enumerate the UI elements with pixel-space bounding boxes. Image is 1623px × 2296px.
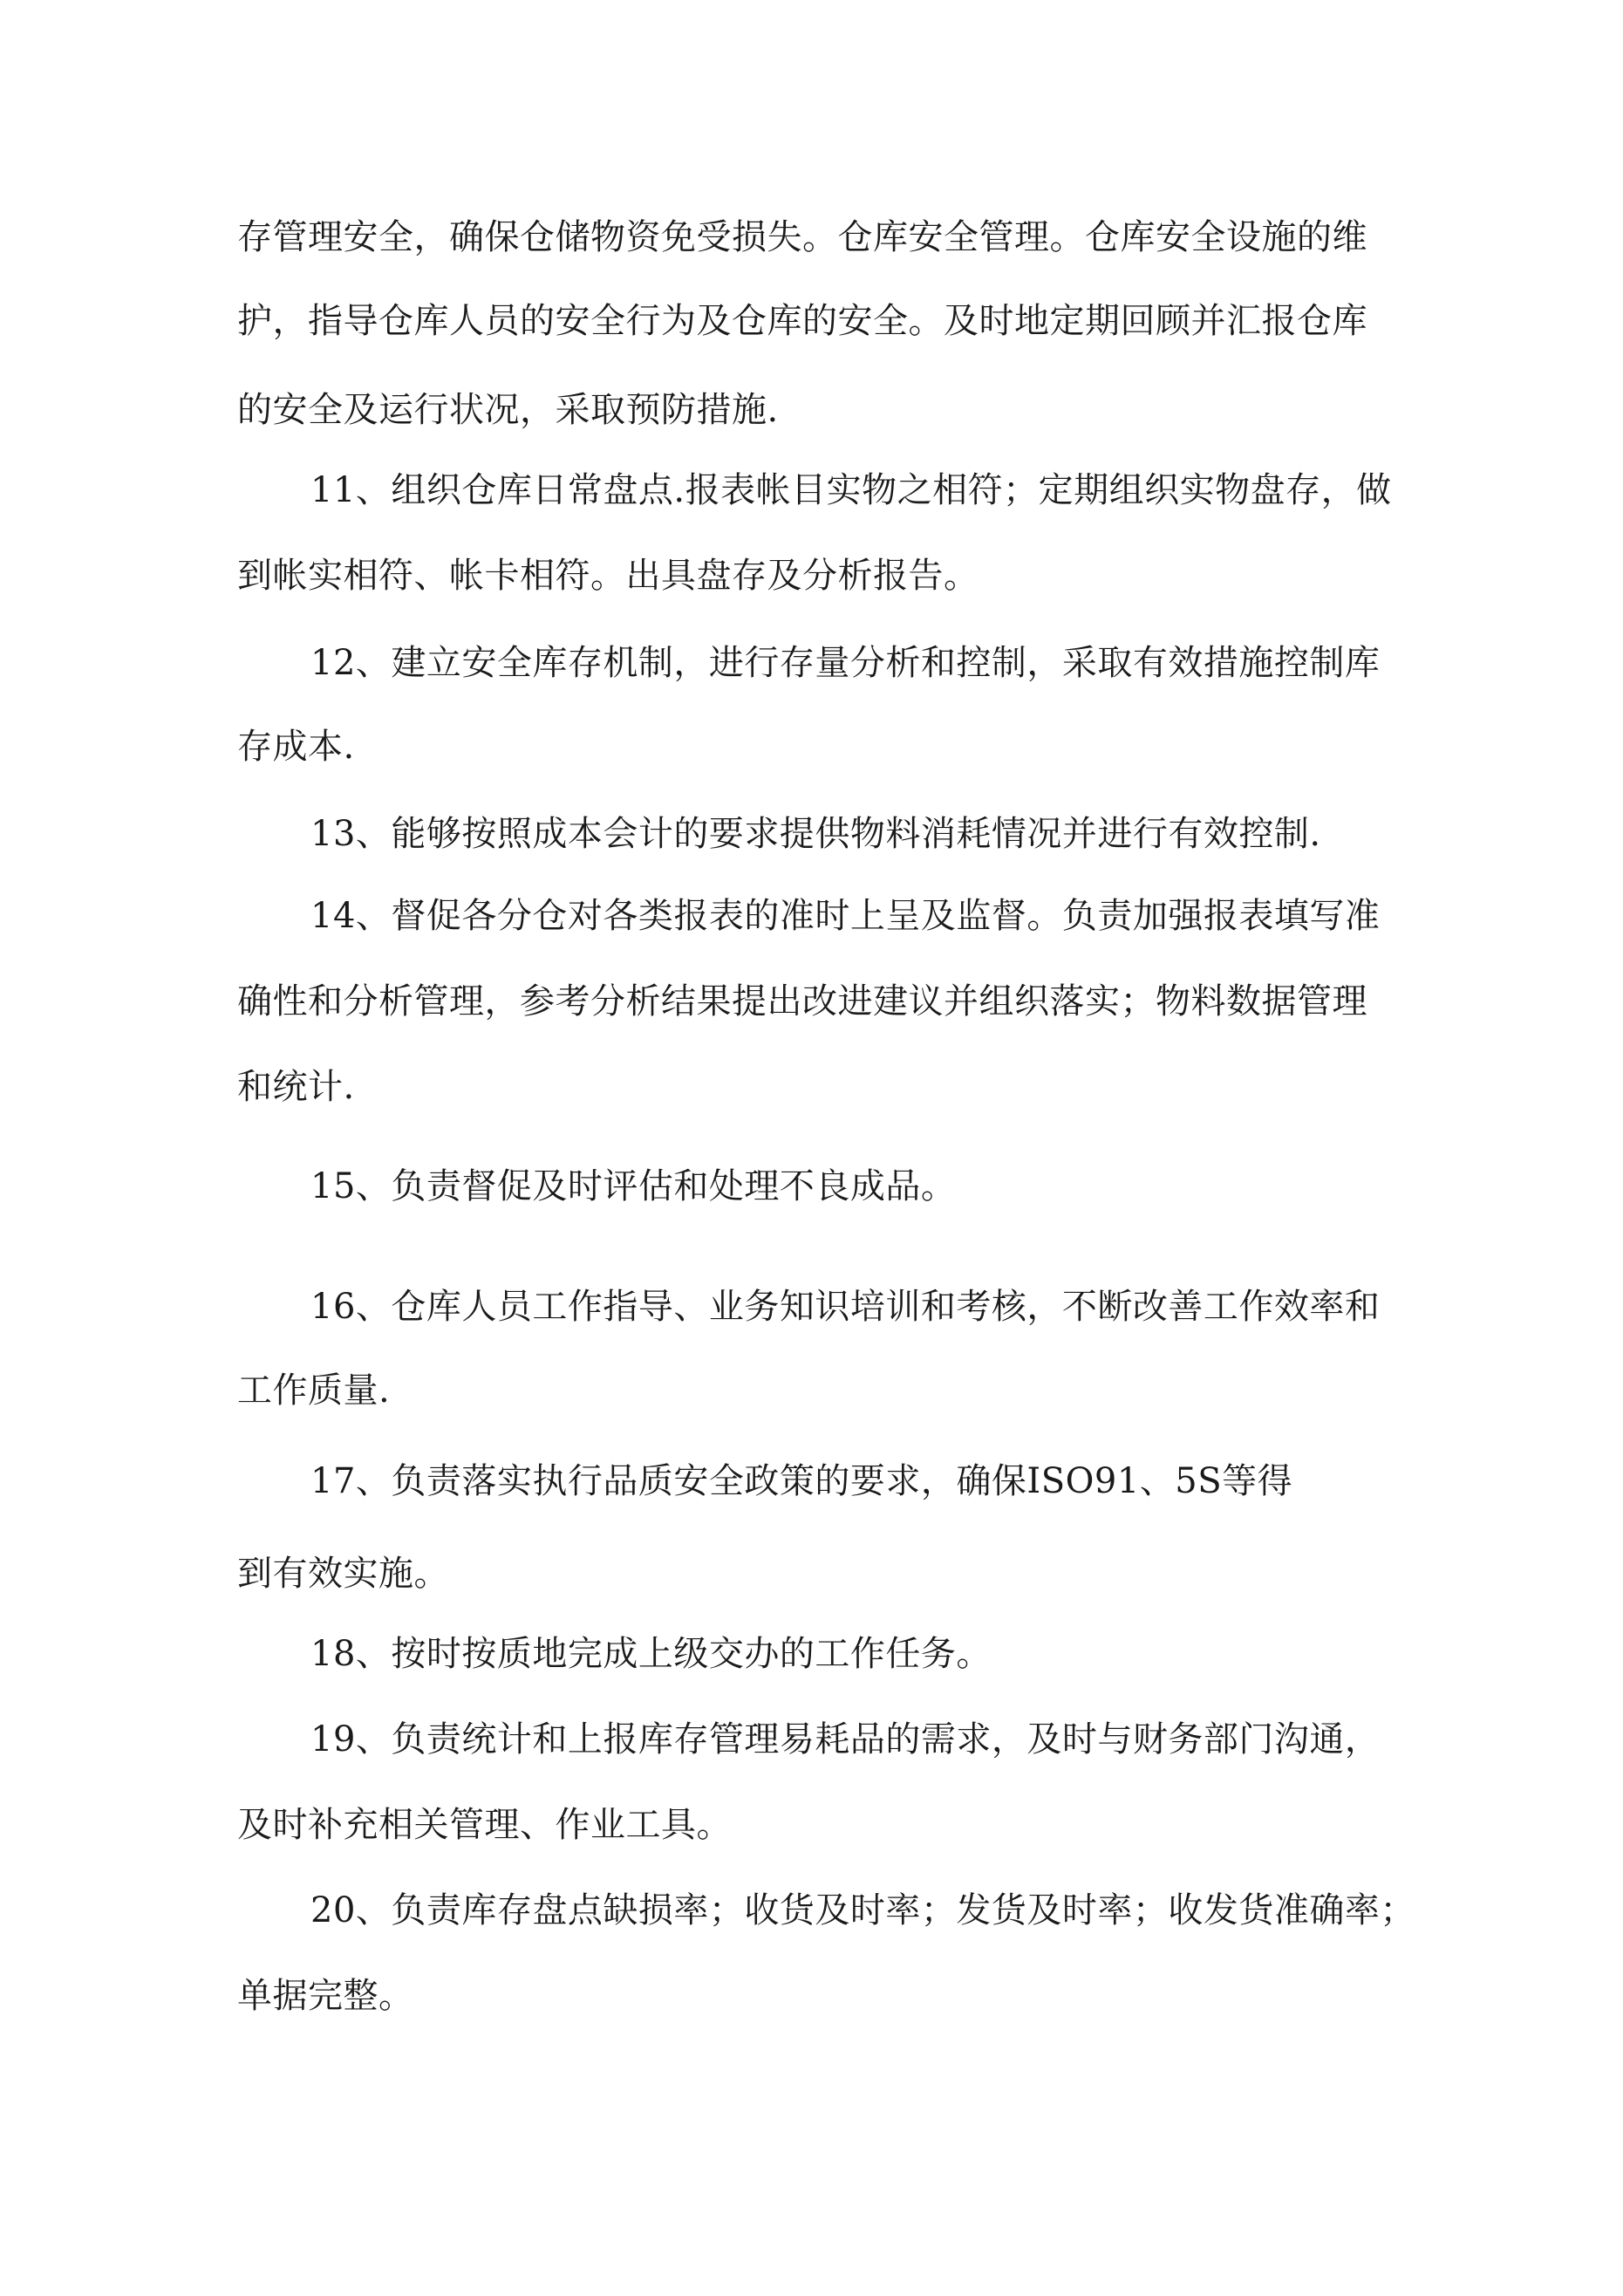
list-item-14: 14、督促各分仓对各类报表的准时上呈及监督。负责加强报表填写准: [310, 896, 1381, 936]
text-line: 确性和分析管理，参考分析结果提出改进建议并组织落实；物料数据管理: [237, 981, 1367, 1022]
text-line: 护，指导仓库人员的安全行为及仓库的安全。及时地定期回顾并汇报仓库: [237, 301, 1367, 341]
list-item-20: 20、负责库存盘点缺损率；收货及时率；发货及时率；收发货准确率；: [310, 1890, 1415, 1930]
list-item-19: 19、负责统计和上报库存管理易耗品的需求，及时与财务部门沟通，: [310, 1719, 1381, 1760]
list-item-16: 16、仓库人员工作指导、业务知识培训和考核，不断改善工作效率和: [310, 1287, 1381, 1327]
text-line: 工作质量.: [237, 1370, 391, 1411]
text-line: 及时补充相关管理、作业工具。: [237, 1805, 732, 1845]
text-line: 到有效实施。: [237, 1554, 449, 1594]
text-line: 存管理安全，确保仓储物资免受损失。仓库安全管理。仓库安全设施的维: [237, 217, 1367, 257]
list-item-12: 12、建立安全库存机制，进行存量分析和控制，采取有效措施控制库: [310, 643, 1381, 683]
text-line: 存成本.: [237, 727, 355, 767]
text-line: 的安全及运行状况，采取预防措施.: [237, 390, 779, 430]
list-item-18: 18、按时按质地完成上级交办的工作任务。: [310, 1634, 992, 1674]
text-line: 到帐实相符、帐卡相符。出具盘存及分析报告。: [237, 556, 979, 596]
list-item-13: 13、能够按照成本会计的要求提供物料消耗情况并进行有效控制.: [310, 814, 1321, 854]
list-item-11: 11、组织仓库日常盘点.报表帐目实物之相符；定期组织实物盘存，做: [310, 470, 1392, 510]
text-line: 和统计.: [237, 1067, 355, 1107]
list-item-17: 17、负责落实执行品质安全政策的要求，确保ISO91、5S等得: [310, 1461, 1293, 1501]
list-item-15: 15、负责督促及时评估和处理不良成品。: [310, 1166, 957, 1206]
text-line: 单据完整。: [237, 1976, 414, 2016]
